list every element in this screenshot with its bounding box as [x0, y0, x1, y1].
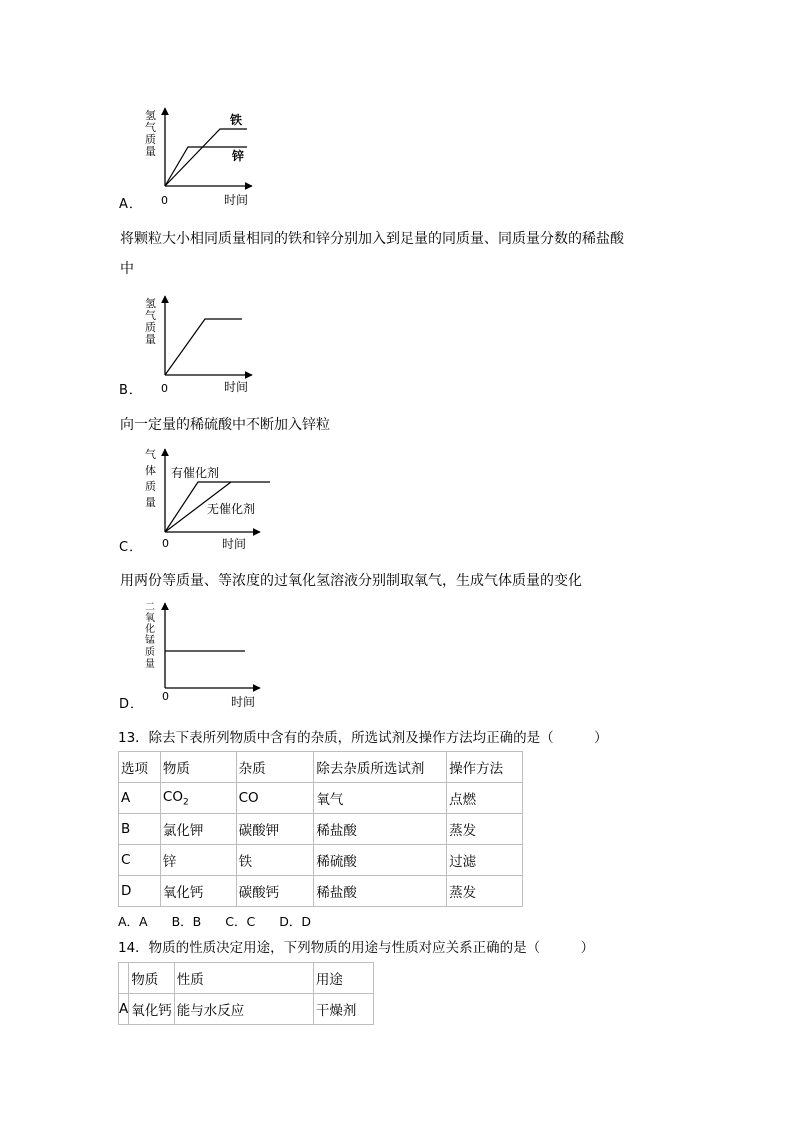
row-property: 能与水反应 — [174, 994, 313, 1025]
origin-label: 0 — [161, 382, 168, 395]
question-13-stem: 13．除去下表所列物质中含有的杂质，所选试剂及操作方法均正确的是（ ） — [118, 730, 608, 746]
row-reagent: 稀盐酸 — [314, 876, 447, 907]
row-option: D — [119, 876, 161, 907]
row-impurity: CO — [236, 783, 314, 814]
row-substance: 锌 — [160, 845, 236, 876]
row-method: 蒸发 — [447, 814, 523, 845]
header-option — [119, 963, 129, 994]
y-label-char: 量 — [145, 659, 155, 670]
header-option: 选项 — [119, 752, 161, 783]
row-method: 蒸发 — [447, 876, 523, 907]
y-label-char: 量 — [145, 333, 156, 346]
table-header-row — [119, 963, 374, 994]
x-axis-label: 时间 — [231, 695, 256, 709]
row-use: 干燥剂 — [313, 994, 373, 1025]
option-b-label: B． — [119, 383, 143, 398]
header-use: 用途 — [313, 963, 373, 994]
row-option: B — [119, 814, 161, 845]
table-row — [119, 814, 523, 845]
question-13-answers — [118, 912, 331, 930]
row-option: A — [119, 994, 129, 1025]
origin-label: 0 — [162, 537, 169, 550]
y-label-char: 质 — [145, 321, 156, 334]
row-reagent: 稀盐酸 — [314, 814, 447, 845]
answer-choice-c[interactable]: C．C — [225, 914, 256, 929]
row-impurity: 碳酸钙 — [236, 876, 314, 907]
row-method: 点燃 — [447, 783, 523, 814]
y-label-char: 气 — [145, 448, 156, 461]
row-substance: 氯化钾 — [160, 814, 236, 845]
table-row — [119, 994, 374, 1025]
table-header-row — [119, 752, 523, 783]
option-a-description-cont: 中 — [120, 261, 134, 277]
table-row — [119, 845, 523, 876]
option-d-label: D． — [119, 697, 145, 712]
origin-label: 0 — [162, 690, 169, 703]
origin-label: 0 — [161, 194, 168, 207]
question-13-table — [118, 751, 523, 907]
x-axis-label: 时间 — [224, 193, 249, 207]
y-label-char: 锰 — [145, 635, 155, 646]
y-label-char: 气 — [145, 121, 156, 134]
option-c-description: 用两份等质量、等浓度的过氧化氢溶液分别制取氧气，生成气体质量的变化 — [120, 573, 582, 589]
subscript: 2 — [182, 797, 189, 808]
header-impurity: 杂质 — [236, 752, 314, 783]
line-label-no-catalyst: 无催化剂 — [207, 502, 256, 516]
row-method: 过滤 — [447, 845, 523, 876]
option-a-label: A． — [119, 197, 143, 212]
answer-choice-d[interactable]: D．D — [279, 914, 311, 929]
option-c-label: C． — [119, 540, 144, 555]
row-substance: 氧化钙 — [160, 876, 236, 907]
y-label-char: 氢 — [145, 297, 156, 310]
line-label-iron: 铁 — [230, 113, 243, 127]
answer-choice-a[interactable]: A．A — [118, 914, 148, 929]
answer-choice-b[interactable]: B．B — [171, 914, 202, 929]
option-b-description: 向一定量的稀硫酸中不断加入锌粒 — [120, 417, 330, 433]
line-label-zinc: 锌 — [232, 149, 245, 163]
y-label-char: 质 — [145, 647, 155, 658]
y-label-char: 质 — [145, 133, 156, 146]
x-axis-label: 时间 — [222, 537, 247, 551]
header-substance: 物质 — [129, 963, 175, 994]
question-14-table — [118, 962, 374, 1025]
graph-a — [140, 100, 260, 215]
x-axis-label: 时间 — [224, 380, 249, 394]
y-label-char: 量 — [145, 496, 156, 509]
graph-c — [140, 446, 270, 556]
row-substance: $CO_2$ — [160, 783, 236, 814]
line-label-catalyst: 有催化剂 — [171, 466, 220, 480]
row-impurity: 碳酸钾 — [236, 814, 314, 845]
row-substance: 氧化钙 — [129, 994, 175, 1025]
hydrogen-line — [165, 319, 242, 375]
header-reagent: 除去杂质所选试剂 — [314, 752, 447, 783]
header-method: 操作方法 — [447, 752, 523, 783]
y-label-char: 二 — [145, 602, 155, 613]
row-option: C — [119, 845, 161, 876]
y-label-char: 化 — [145, 624, 155, 635]
row-reagent: 氧气 — [314, 783, 447, 814]
y-label-char: 体 — [145, 464, 156, 477]
question-14-stem: 14．物质的性质决定用途，下列物质的用途与性质对应关系正确的是（ ） — [118, 940, 595, 956]
row-reagent: 稀硫酸 — [314, 845, 447, 876]
row-impurity: 铁 — [236, 845, 314, 876]
y-label-char: 量 — [145, 145, 156, 158]
header-property: 性质 — [174, 963, 313, 994]
y-label-char: 氢 — [145, 109, 156, 122]
y-label-char: 气 — [145, 309, 156, 322]
graph-b — [140, 288, 260, 398]
row-option: A — [119, 783, 161, 814]
header-substance: 物质 — [160, 752, 236, 783]
table-row — [119, 876, 523, 907]
table-row — [119, 783, 523, 814]
graph-d — [140, 600, 270, 712]
y-label-char: 质 — [145, 480, 156, 493]
y-label-char: 氧 — [145, 613, 155, 624]
option-a-description: 将颗粒大小相同质量相同的铁和锌分别加入到足量的同质量、同质量分数的稀盐酸 — [120, 231, 624, 247]
